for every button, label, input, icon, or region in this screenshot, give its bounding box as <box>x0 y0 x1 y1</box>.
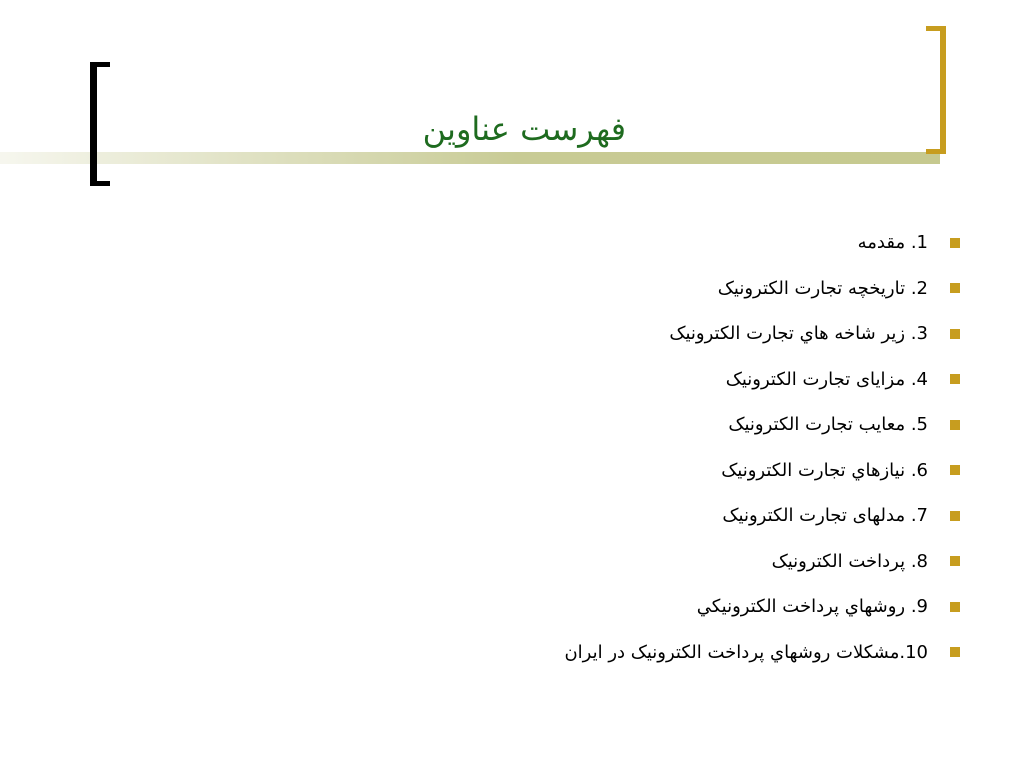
square-bullet-icon <box>950 420 960 430</box>
list-item <box>340 584 960 630</box>
right-bracket-icon <box>926 26 946 154</box>
square-bullet-icon <box>950 329 960 339</box>
list-item <box>340 448 960 494</box>
square-bullet-icon <box>950 647 960 657</box>
list-item-text: 7. مدلهای تجارت الکترونیک <box>722 505 928 527</box>
square-bullet-icon <box>950 602 960 612</box>
list-item <box>340 311 960 357</box>
table-of-contents <box>340 220 960 675</box>
list-item-text: 4. مزایای تجارت الکترونیک <box>725 368 928 390</box>
list-item-text: 1. مقدمه <box>857 232 928 254</box>
list-item <box>340 402 960 448</box>
square-bullet-icon <box>950 283 960 293</box>
list-item <box>340 630 960 676</box>
list-item-text: 2. تاریخچه تجارت الکترونیک <box>717 277 928 299</box>
square-bullet-icon <box>950 374 960 384</box>
square-bullet-icon <box>950 511 960 521</box>
list-item-text: 3. زیر شاخه هاي تجارت الکترونیک <box>669 323 928 345</box>
slide-title: فهرست عناوين <box>422 110 626 148</box>
list-item <box>340 266 960 312</box>
square-bullet-icon <box>950 465 960 475</box>
square-bullet-icon <box>950 238 960 248</box>
list-item <box>340 493 960 539</box>
square-bullet-icon <box>950 556 960 566</box>
list-item <box>340 539 960 585</box>
list-item <box>340 357 960 403</box>
list-item <box>340 220 960 266</box>
list-item-text: 8. پرداخت الکترونیک <box>771 550 928 572</box>
left-bracket-icon <box>90 62 110 186</box>
list-item-text: 5. معایب تجارت الکترونیک <box>728 414 928 436</box>
list-item-text: 6. نيازهاي تجارت الکترونیک <box>721 459 928 481</box>
list-item-text: 9. روشهاي پرداخت الکترونيکي <box>696 596 928 618</box>
list-item-text: 10.مشکلات روشهاي پرداخت الکترونیک در ایران <box>564 641 928 663</box>
